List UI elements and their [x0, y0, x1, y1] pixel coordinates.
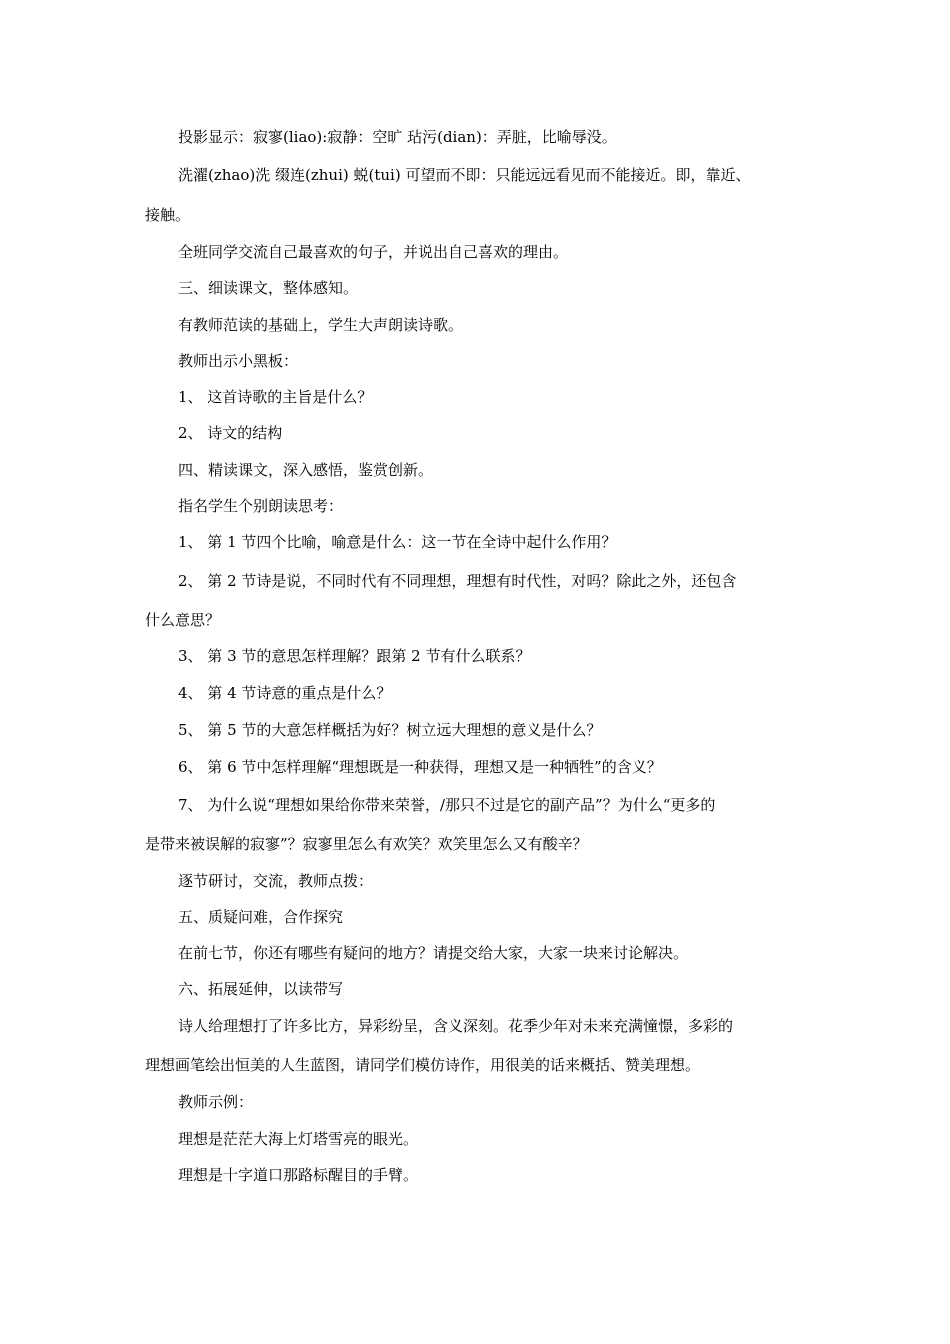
- list-item: 6、 第 6 节中怎样理解“理想既是一种获得，理想又是一种牺牲”的含义？: [178, 758, 662, 776]
- text-line: 是带来被误解的寂寥”？寂寥里怎么有欢笑？欢笑里怎么又有酸辛？: [145, 835, 588, 853]
- text-line: 教师示例：: [178, 1093, 254, 1111]
- text-line: 理想是十字道口那路标醒目的手臂。: [178, 1166, 419, 1184]
- text-line: 理想是茫茫大海上灯塔雪亮的眼光。: [178, 1130, 419, 1148]
- list-item: 1、 第 1 节四个比喻，喻意是什么：这一节在全诗中起什么作用？: [178, 533, 617, 551]
- list-item: 2、 第 2 节诗是说，不同时代有不同理想，理想有时代性，对吗？除此之外，还包含: [178, 572, 737, 590]
- text-line: 在前七节，你还有哪些有疑问的地方？请提交给大家，大家一块来讨论解决。: [178, 944, 689, 962]
- list-item: 7、 为什么说“理想如果给你带来荣誉，/那只不过是它的副产品”？为什么“更多的: [178, 796, 716, 814]
- list-item: 3、 第 3 节的意思怎样理解？跟第 2 节有什么联系？: [178, 647, 531, 665]
- list-item: 1、 这首诗歌的主旨是什么？: [178, 388, 373, 406]
- text-line: 教师出示小黑板：: [178, 352, 299, 370]
- text-line: 全班同学交流自己最喜欢的句子，并说出自己喜欢的理由。: [178, 243, 569, 261]
- text-line: 理想画笔绘出恒美的人生蓝图，请同学们模仿诗作，用很美的话来概括、赞美理想。: [145, 1056, 701, 1074]
- list-item: 2、 诗文的结构: [178, 424, 283, 442]
- text-line: 投影显示：寂寥(liao):寂静：空旷 玷污(dian)：弄脏，比喻辱没。: [178, 128, 617, 146]
- section-heading: 三、细读课文，整体感知。: [178, 279, 359, 297]
- list-item: 4、 第 4 节诗意的重点是什么？: [178, 684, 392, 702]
- text-line: 指名学生个别朗读思考：: [178, 497, 344, 515]
- list-item: 5、 第 5 节的大意怎样概括为好？树立远大理想的意义是什么？: [178, 721, 602, 739]
- text-line: 洗濯(zhao)洗 缀连(zhui) 蜕(tui) 可望而不即：只能远远看见而不能接近。即，靠近、: [178, 166, 751, 184]
- text-line: 接触。: [145, 206, 191, 224]
- section-heading: 六、拓展延伸，以读带写: [178, 980, 344, 998]
- section-heading: 四、精读课文，深入感悟，鉴赏创新。: [178, 461, 434, 479]
- text-line: 逐节研讨，交流，教师点拨：: [178, 872, 374, 890]
- text-line: 有教师范读的基础上，学生大声朗读诗歌。: [178, 316, 464, 334]
- section-heading: 五、质疑问难，合作探究: [178, 908, 344, 926]
- text-line: 诗人给理想打了许多比方，异彩纷呈，含义深刻。花季少年对未来充满憧憬，多彩的: [178, 1017, 734, 1035]
- text-line: 什么意思？: [145, 611, 221, 629]
